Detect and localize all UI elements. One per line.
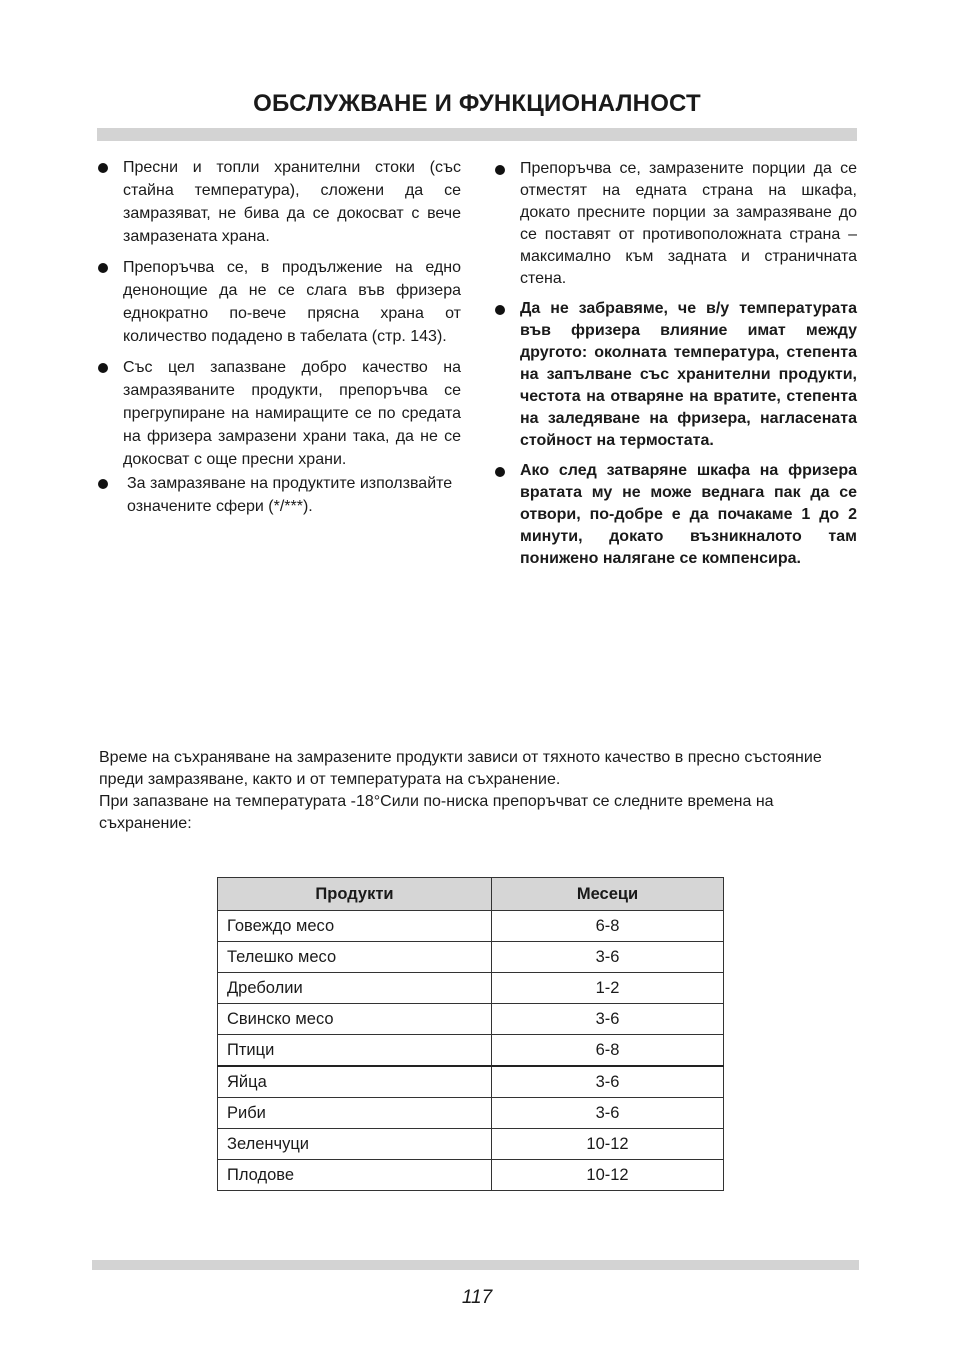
- months-cell: 3-6: [492, 1066, 724, 1098]
- bullet-icon: [495, 467, 505, 477]
- months-cell: 3-6: [492, 1098, 724, 1129]
- months-cell: 3-6: [492, 942, 724, 973]
- product-cell: Риби: [218, 1098, 492, 1129]
- page-number: 117: [461, 1287, 493, 1308]
- bullet-icon: [98, 263, 108, 273]
- product-cell: Яйца: [218, 1066, 492, 1098]
- table-row: [218, 1035, 724, 1067]
- list-item: Със цел запазване добро качество на замразяваните продукти, препоръчва се прегрупиране на намиращите се по средата на фризера замразени храни така, да не се докосват с още пресни храни.: [97, 356, 461, 471]
- list-item: Препоръчва се, замразените порции да се отместят на едната страна на шкафа, докато пресните порции за замразяване до се поставят от противоположната страна – максимално към задната и страничната стена.: [494, 158, 857, 290]
- table-row: [218, 1098, 724, 1129]
- table-header-row: [218, 878, 724, 911]
- product-cell: Телешко месо: [218, 942, 492, 973]
- list-item: Да не забравяме, че в/у температурата във фризера влияние имат между другото: околната температура, степента на запълване със хранителни продукти, честота на отваряне на вратите, степента на заледяване на фризера, нагласената стойност на термостата.: [494, 298, 857, 452]
- storage-time-table: [217, 877, 724, 1191]
- product-cell: Дреболии: [218, 973, 492, 1004]
- table-row: [218, 1066, 724, 1098]
- left-column: [97, 156, 461, 526]
- bullet-icon: [98, 163, 108, 173]
- list-item: Ако след затваряне шкафа на фризера вратата му не може веднага пак да се отвори, по-добре е да почакаме 1 до 2 минути, докато възникналото там понижено налягане се компенсира.: [494, 460, 857, 570]
- column-header-products: Продукти: [218, 878, 492, 911]
- page-title: ОБСЛУЖВАНЕ И ФУНКЦИОНАЛНОСТ: [253, 90, 701, 117]
- bullet-icon: [98, 479, 108, 489]
- storage-note-paragraph: Време на съхраняване на замразените продукти зависи от тяхното качество в пресно състояние преди замразяване, както и от температурата на съхранение.: [99, 749, 822, 788]
- months-cell: 10-12: [492, 1160, 724, 1191]
- storage-note-paragraph: При запазване на температурата -18°Сили по-ниска препоръчват се следните времена на съхранение:: [99, 793, 774, 832]
- product-cell: Говеждо месо: [218, 911, 492, 942]
- list-item: За замразяване на продуктите използвайте означените сфери (*/***).: [97, 472, 461, 518]
- months-cell: 6-8: [492, 911, 724, 942]
- table-row: [218, 911, 724, 942]
- bullet-icon: [495, 165, 505, 175]
- table-row: [218, 973, 724, 1004]
- months-cell: 10-12: [492, 1129, 724, 1160]
- header-divider: [97, 128, 857, 141]
- bullet-icon: [98, 363, 108, 373]
- product-cell: Птици: [218, 1035, 492, 1067]
- storage-note: [99, 747, 859, 835]
- table-row: [218, 1004, 724, 1035]
- months-cell: 1-2: [492, 973, 724, 1004]
- product-cell: Плодове: [218, 1160, 492, 1191]
- table-row: [218, 1129, 724, 1160]
- months-cell: 3-6: [492, 1004, 724, 1035]
- product-cell: Свинско месо: [218, 1004, 492, 1035]
- right-column: [494, 158, 857, 578]
- footer-divider: [92, 1260, 859, 1270]
- column-header-months: Месеци: [492, 878, 724, 911]
- table-row: [218, 1160, 724, 1191]
- product-cell: Зеленчуци: [218, 1129, 492, 1160]
- months-cell: 6-8: [492, 1035, 724, 1067]
- list-item: Препоръчва се, в продължение на едно денонощие да не се слага във фризера еднократно по-вече прясна храна от количество подадено в табелата (стр. 143).: [97, 256, 461, 348]
- bullet-icon: [495, 305, 505, 315]
- table-row: [218, 942, 724, 973]
- list-item: Пресни и топли хранителни стоки (със стайна температура), сложени да се замразяват, не бива да се докосват с вече замразената храна.: [97, 156, 461, 248]
